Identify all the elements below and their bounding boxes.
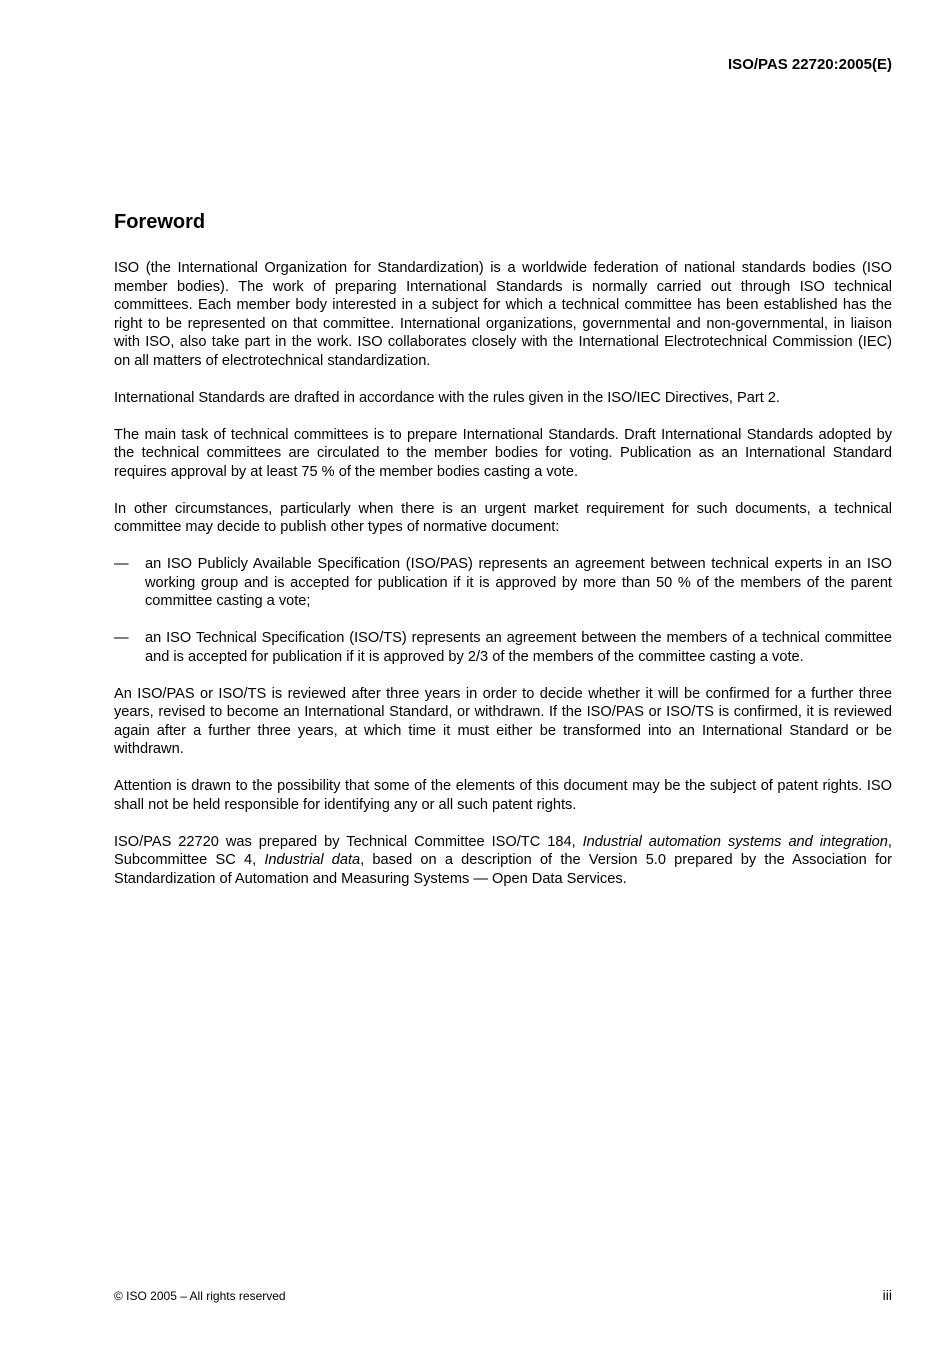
- paragraph-iso-intro: ISO (the International Organization for Standardization) is a worldwide federation of national standards bodies (ISO member bodies). The work of preparing International Standards is normally carried out through ISO technical committees. Each member body interested in a subject for which a technical committee has been established has the right to be represented on that committee. International organizations, governmental and non-governmental, in liaison with ISO, also take part in the work. ISO collaborates closely with the International Electrotechnical Commission (IEC) on all matters of electrotechnical standardization.: [114, 260, 892, 369]
- paragraph-review: An ISO/PAS or ISO/TS is reviewed after three years in order to decide whether it will be confirmed for a further three years, revised to become an International Standard, or withdrawn. If the ISO/PAS or ISO/TS is confirmed, it is reviewed again after a further three years, at which time it must either be transformed into an International Standard or be withdrawn.: [114, 685, 892, 757]
- page-number: iii: [882, 1287, 892, 1303]
- foreword-body: [114, 259, 892, 907]
- preparation-text-1: ISO/PAS 22720 was prepared by Technical Committee ISO/TC 184,: [114, 833, 583, 850]
- committee-title: Industrial automation systems and integration: [582, 833, 888, 850]
- document-id-header: ISO/PAS 22720:2005(E): [728, 56, 892, 73]
- dash-bullet: —: [114, 556, 129, 572]
- dash-bullet: —: [114, 630, 129, 646]
- list-item-text: an ISO Technical Specification (ISO/TS) represents an agreement between the members of a technical committee and is accepted for publication if it is approved by 2/3 of the members of the committee casting a vote.: [145, 630, 892, 665]
- paragraph-main-task: The main task of technical committees is to prepare International Standards. Draft International Standards adopted by the technical committees are circulated to the member bodies for voting. Publication as an International Standard requires approval by at least 75 % of the member bodies casting a vote.: [114, 426, 892, 480]
- list-item-iso-pas: [114, 555, 892, 611]
- page-title: Foreword: [114, 211, 206, 233]
- list-item-iso-ts: [114, 629, 892, 666]
- paragraph-preparation: [114, 833, 892, 889]
- subcommittee-title: Industrial data: [264, 852, 361, 868]
- copyright-notice: © ISO 2005 – All rights reserved: [114, 1289, 286, 1303]
- paragraph-patent-rights: Attention is drawn to the possibility that some of the elements of this document may be the subject of patent rights. ISO shall not be held responsible for identifying any or all such patent rights.: [114, 778, 892, 813]
- preparation-text-3: , based on a description of the Version 5.0 prepared by the Association for Standardization of Automation and Measuring Systems — Open Data Services.: [114, 852, 892, 887]
- list-item-text: an ISO Publicly Available Specification (ISO/PAS) represents an agreement between technical experts in an ISO working group and is accepted for publication if it is approved by more than 50 % of the members of the parent committee casting a vote;: [145, 556, 892, 609]
- preparation-text-2: , Subcommittee SC 4,: [114, 833, 892, 868]
- paragraph-other-circumstances: In other circumstances, particularly when there is an urgent market requirement for such documents, a technical committee may decide to publish other types of normative document:: [114, 500, 892, 535]
- paragraph-directives: International Standards are drafted in accordance with the rules given in the ISO/IEC Directives, Part 2.: [114, 389, 780, 406]
- page-footer: [114, 1288, 892, 1304]
